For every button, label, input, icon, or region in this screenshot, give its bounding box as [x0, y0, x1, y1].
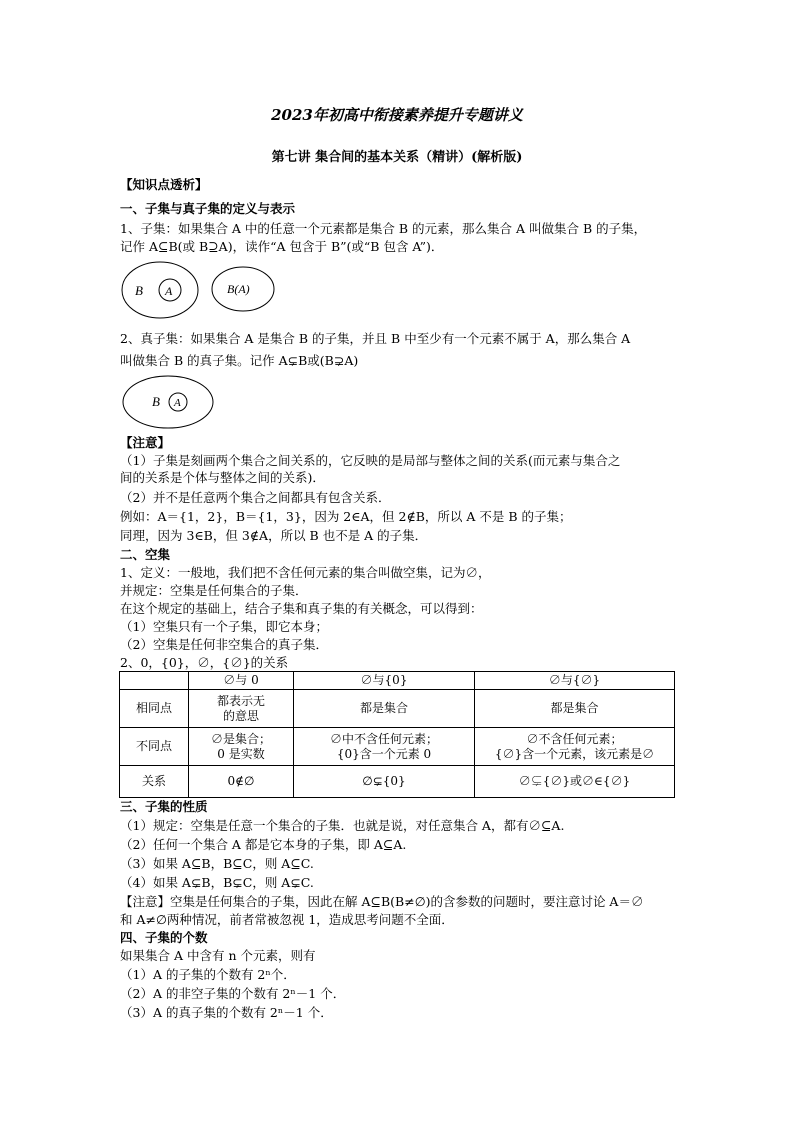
sec2-heading: 二、空集	[120, 547, 171, 562]
table-cell	[475, 728, 675, 766]
count-line2: （1）A 的子集的个数有 2ⁿ个．	[120, 967, 296, 982]
note-heading: 【注意】	[120, 435, 171, 450]
empty-set-line4: （1）空集只有一个子集，即它本身；	[120, 619, 328, 634]
empty-set-line1: 1、定义：一般地，我们把不含任何元素的集合叫做空集，记为∅，	[120, 565, 491, 580]
venn-outer-label: B	[135, 283, 143, 298]
subset-def-line2: 记作 A⊆B(或 B⊇A)，读作“A 包含于 B”(或“B 包含 A”)．	[120, 239, 444, 254]
note-p1-line1: （1）子集是刻画两个集合之间关系的，它反映的是局部与整体之间的关系(而元素与集合之	[120, 453, 621, 468]
table-header-cell: ∅与 0	[189, 672, 294, 690]
property-note-line2: 和 A≠∅两种情况，前者常被忽视 1，造成思考问题不全面．	[120, 912, 454, 927]
table-header-cell: ∅与{∅}	[475, 672, 675, 690]
table-row-label: 关系	[120, 766, 189, 798]
proper-subset-def-line1: 2、真子集：如果集合 A 是集合 B 的子集，并且 B 中至少有一个元素不属于 A，那么集合 A	[120, 331, 631, 346]
table-cell: ∅⊊{∅}或∅∈{∅}	[475, 766, 675, 798]
empty-set-line5: （2）空集是任何非空集合的真子集．	[120, 637, 328, 652]
table-row	[120, 766, 675, 798]
table-header-row	[120, 672, 675, 690]
relation-table	[119, 671, 675, 798]
table-cell-text: ∅是集合；	[210, 731, 271, 746]
venn-outer-ellipse	[122, 262, 198, 318]
table-header-cell: ∅与{0}	[294, 672, 475, 690]
table-cell-text: ∅不含任何元素；	[526, 731, 623, 746]
table-cell	[294, 728, 475, 766]
venn-proper-outer-label: B	[152, 394, 160, 409]
table-cell	[189, 690, 294, 728]
table-row-label: 不同点	[120, 728, 189, 766]
empty-set-line6: 2、0，{0}，∅，{∅}的关系	[120, 655, 289, 670]
subset-def-line1: 1、子集：如果集合 A 中的任意一个元素都是集合 B 的元素，那么集合 A 叫做集合 B 的子集，	[120, 221, 647, 236]
table-cell-text: {0}含一个元素 0	[336, 746, 432, 761]
empty-set-line3: 在这个规定的基础上，结合子集和真子集的有关概念，可以得到：	[120, 601, 483, 616]
table-cell-text: 的意思	[222, 708, 259, 723]
venn-inner-label: A	[165, 284, 173, 298]
table-cell-text: {∅}含一个元素，该元素是∅	[494, 746, 655, 761]
note-p1-line2: 间的关系是个体与整体之间的关系)．	[120, 470, 325, 485]
document-title: 2023年初高中衔接素养提升专题讲义	[271, 106, 523, 124]
table-cell: 0∉∅	[189, 766, 294, 798]
venn-subset-diagram	[120, 260, 200, 320]
table-cell-text: ∅中不含任何元素；	[329, 731, 438, 746]
count-line4: （3）A 的真子集的个数有 2ⁿ－1 个．	[120, 1005, 333, 1020]
property-line1: （1）规定：空集是任意一个集合的子集．也就是说，对任意集合 A，都有∅⊆A.	[120, 818, 565, 833]
table-row	[120, 690, 675, 728]
property-note-line1: 【注意】空集是任何集合的子集，因此在解 A⊆B(B≠∅)的含参数的问题时，要注意讨论 A＝∅	[120, 894, 644, 909]
table-row-label: 相同点	[120, 690, 189, 728]
property-line2: （2）任何一个集合 A 都是它本身的子集，即 A⊆A.	[120, 837, 407, 852]
sec3-heading: 三、子集的性质	[120, 799, 208, 814]
note-p2: （2）并不是任意两个集合之间都具有包含关系．	[120, 490, 391, 505]
venn-equal-label: B(A)	[227, 282, 250, 296]
count-line1: 如果集合 A 中含有 n 个元素，则有	[120, 948, 316, 963]
sec1-heading: 一、子集与真子集的定义与表示	[120, 201, 296, 216]
proper-subset-def-line2: 叫做集合 B 的真子集。记作 A⊊B或(B⊋A)	[120, 353, 359, 368]
table-header-cell	[120, 672, 189, 690]
note-example1: 例如：A＝{1，2}，B＝{1，3}，因为 2∈A，但 2∉B，所以 A 不是 B 的子集；	[120, 509, 572, 524]
count-line3: （2）A 的非空子集的个数有 2ⁿ－1 个．	[120, 986, 346, 1001]
note-example2: 同理，因为 3∈B，但 3∉A，所以 B 也不是 A 的子集．	[120, 528, 428, 543]
table-row	[120, 728, 675, 766]
empty-set-line2: 并规定：空集是任何集合的子集．	[120, 583, 308, 598]
table-cell: 都是集合	[294, 690, 475, 728]
venn-proper-outer-ellipse	[123, 376, 213, 428]
table-cell-text: 都表示无	[216, 693, 265, 708]
table-cell: 都是集合	[475, 690, 675, 728]
venn-proper-subset-diagram	[120, 374, 216, 430]
table-cell	[189, 728, 294, 766]
knowledge-section-header: 【知识点透析】	[120, 177, 208, 192]
property-line4: （4）如果 A⊊B，B⊊C，则 A⊊C.	[120, 875, 314, 890]
sec4-heading: 四、子集的个数	[120, 930, 208, 945]
table-cell: ∅⊊{0}	[294, 766, 475, 798]
property-line3: （3）如果 A⊆B，B⊆C，则 A⊆C.	[120, 856, 314, 871]
document-subtitle: 第七讲 集合间的基本关系（精讲）(解析版)	[271, 150, 523, 165]
venn-equal-diagram	[210, 265, 276, 313]
table-cell-text: 0 是实数	[217, 746, 265, 761]
venn-proper-inner-label: A	[174, 397, 181, 409]
